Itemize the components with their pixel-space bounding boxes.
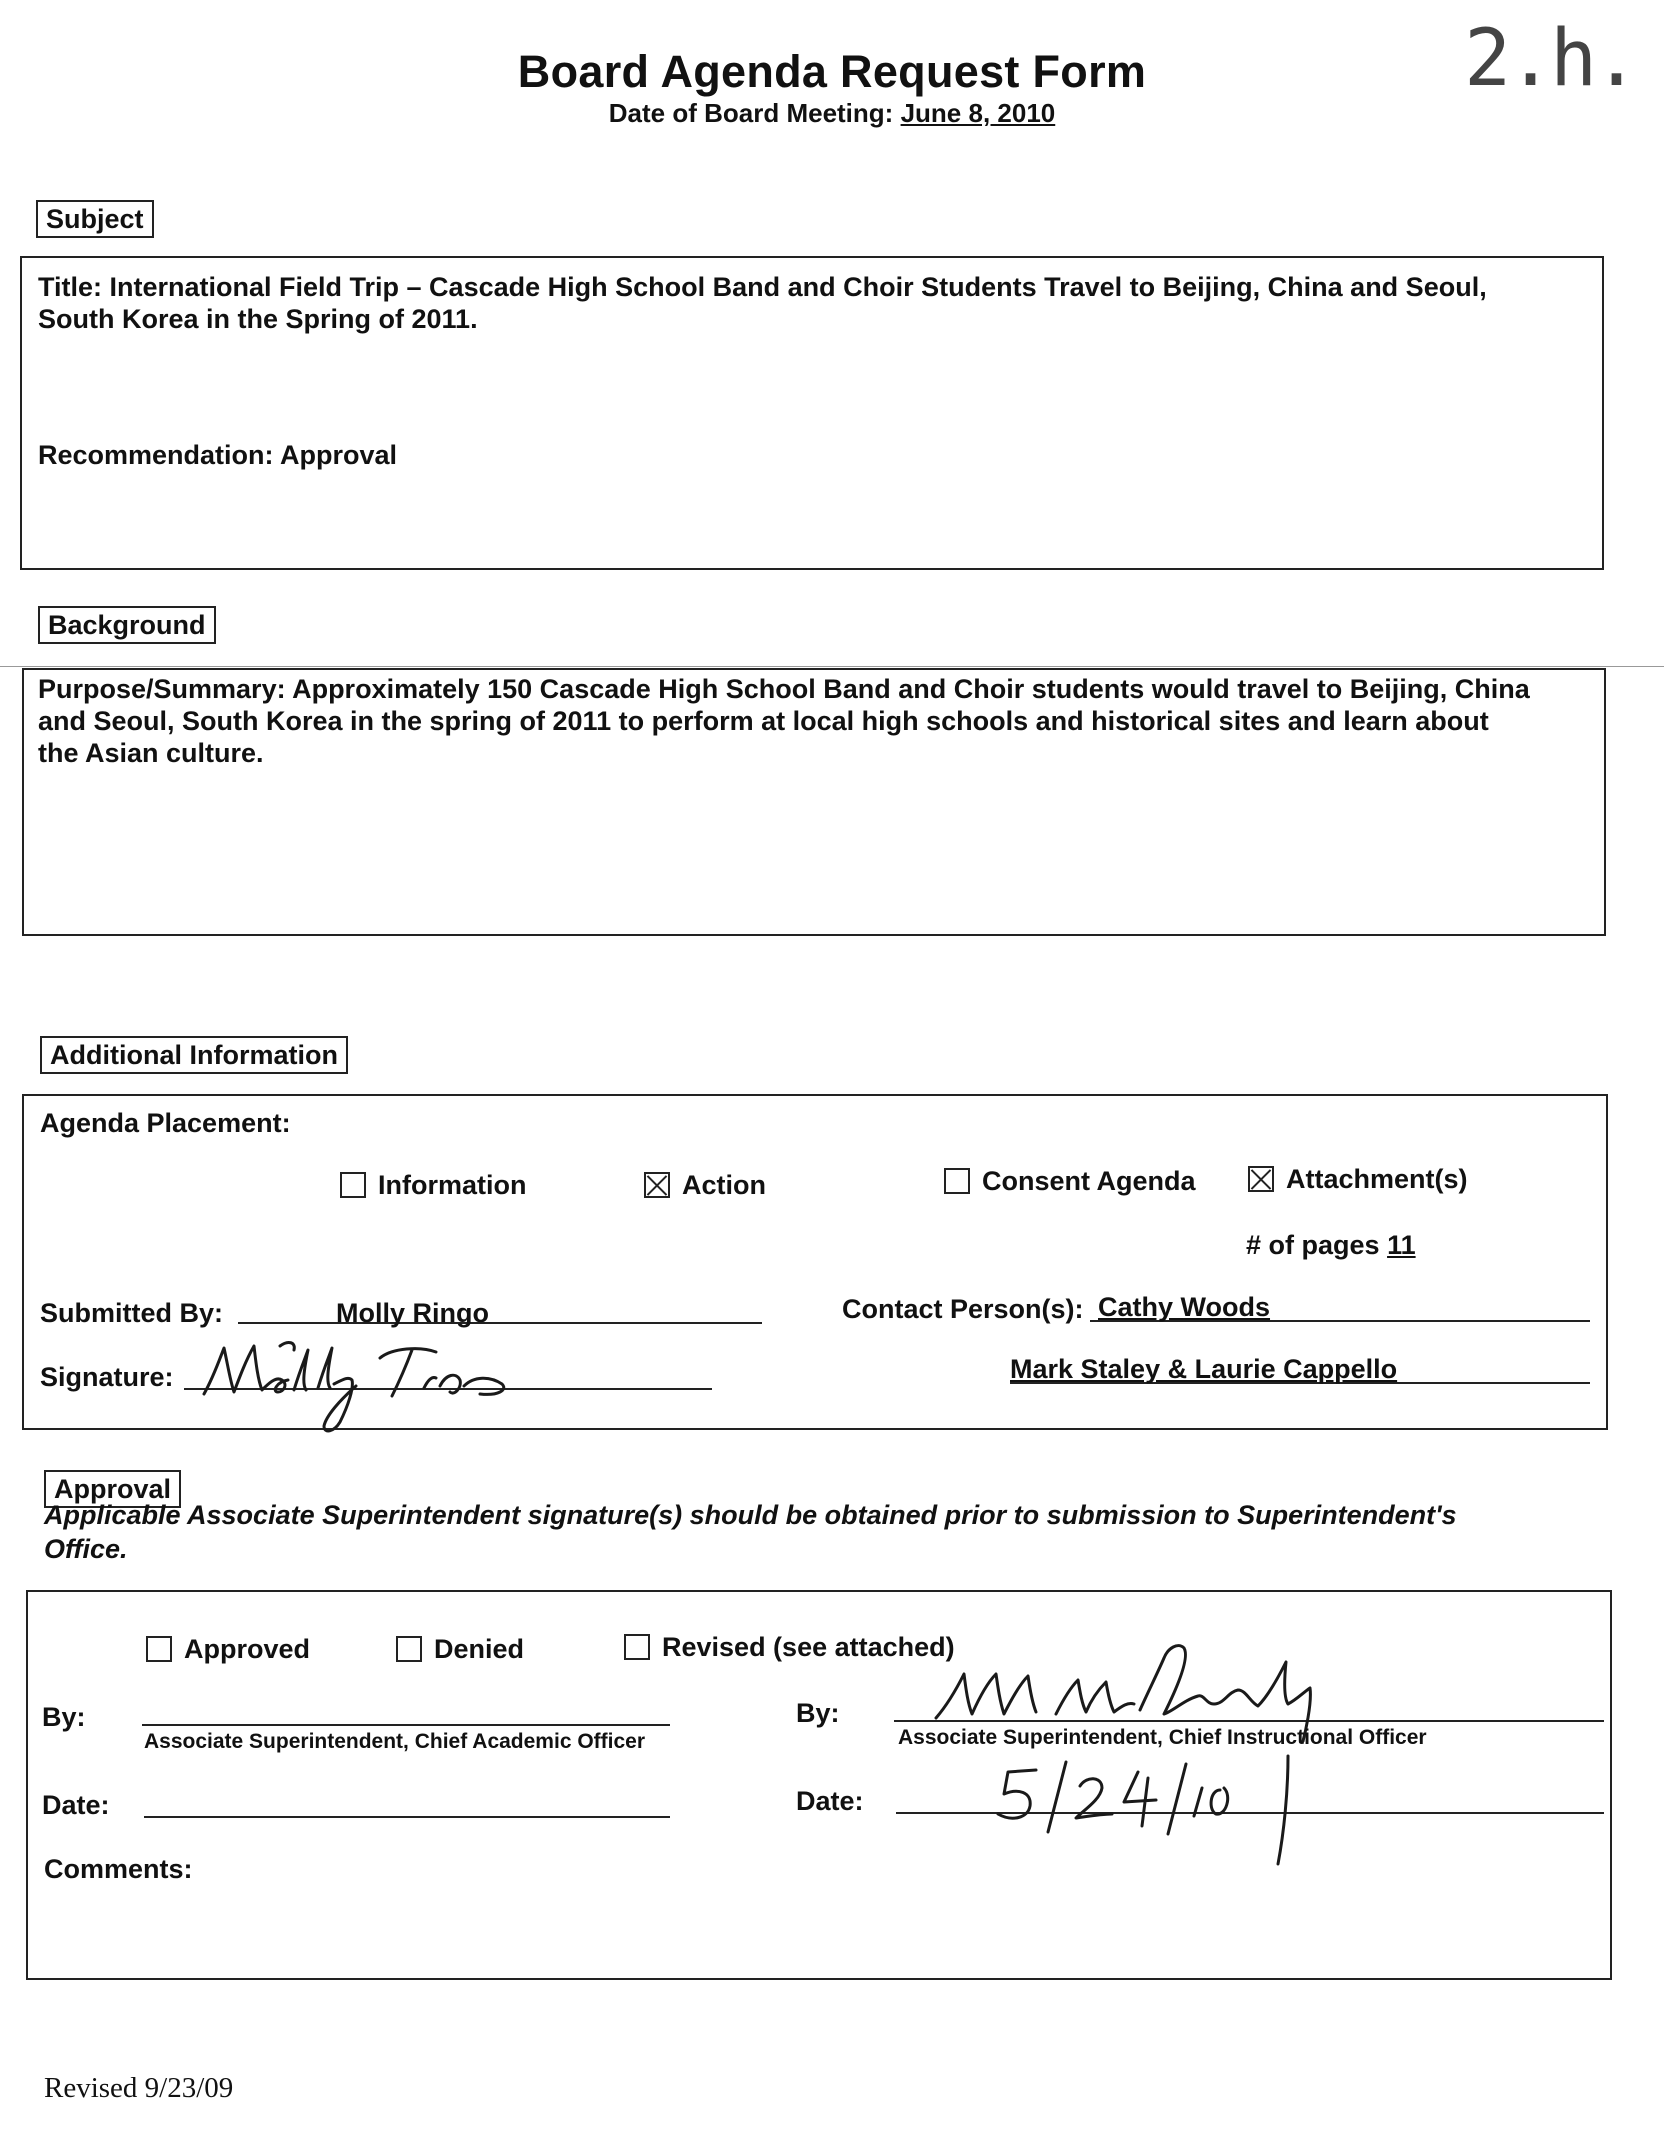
option-revised[interactable] bbox=[624, 1630, 955, 1664]
denied-label: Denied bbox=[434, 1634, 525, 1664]
contact-value-2: Mark Staley & Laurie Cappello bbox=[1010, 1354, 1398, 1384]
action-label: Action bbox=[682, 1170, 766, 1200]
submitter-signature bbox=[184, 1336, 524, 1436]
right-date-handwritten bbox=[988, 1752, 1328, 1872]
revised-date: Revised 9/23/09 bbox=[44, 2072, 234, 2104]
comments-label: Comments: bbox=[44, 1854, 193, 1884]
approval-note-line1: Applicable Associate Superintendent signature(s) should be obtained prior to submission to Superintendent's bbox=[44, 1500, 1457, 1530]
option-action[interactable] bbox=[644, 1168, 766, 1202]
subject-heading: Subject bbox=[36, 200, 154, 238]
pages-count bbox=[1246, 1228, 1416, 1262]
left-by-line bbox=[142, 1724, 670, 1726]
option-information[interactable] bbox=[340, 1168, 527, 1202]
background-line1: Purpose/Summary: Approximately 150 Cascade High School Band and Choir students would travel to Beijing, China bbox=[38, 674, 1530, 704]
contact-value-1: Cathy Woods bbox=[1098, 1292, 1271, 1322]
corner-item-number: 2.h. bbox=[1464, 14, 1636, 104]
approval-note-line2: Office. bbox=[44, 1534, 128, 1564]
attachments-checkbox[interactable] bbox=[1248, 1166, 1274, 1192]
approval-box bbox=[26, 1590, 1612, 1980]
approved-checkbox[interactable] bbox=[146, 1636, 172, 1662]
information-checkbox[interactable] bbox=[340, 1172, 366, 1198]
denied-checkbox[interactable] bbox=[396, 1636, 422, 1662]
meeting-date-label: Date of Board Meeting: bbox=[608, 98, 894, 128]
background-heading: Background bbox=[38, 606, 216, 644]
background-box bbox=[22, 668, 1606, 936]
subject-title-line1: Title: International Field Trip – Cascade High School Band and Choir Students Travel to Beijing, China and Seoul, bbox=[38, 272, 1487, 302]
subject-recommendation: Recommendation: Approval bbox=[38, 440, 398, 470]
right-by-label: By: bbox=[796, 1698, 840, 1728]
left-by-label: By: bbox=[42, 1702, 86, 1732]
background-line3: the Asian culture. bbox=[38, 738, 264, 768]
background-line2: and Seoul, South Korea in the spring of 2011 to perform at local high schools and historical sites and learn about bbox=[38, 706, 1489, 736]
pages-value: 11 bbox=[1387, 1230, 1416, 1260]
approval-heading: Approval bbox=[44, 1470, 181, 1508]
additional-info-box bbox=[22, 1094, 1608, 1430]
action-checkbox[interactable] bbox=[644, 1172, 670, 1198]
option-approved[interactable] bbox=[146, 1632, 310, 1666]
subject-title-line2: South Korea in the Spring of 2011. bbox=[38, 304, 478, 334]
left-role-caption: Associate Superintendent, Chief Academic Officer bbox=[144, 1730, 646, 1753]
option-consent-agenda[interactable] bbox=[944, 1164, 1196, 1198]
additional-info-heading: Additional Information bbox=[40, 1036, 348, 1074]
subject-box bbox=[20, 256, 1604, 570]
pages-label: # of pages bbox=[1246, 1230, 1380, 1260]
revised-checkbox[interactable] bbox=[624, 1634, 650, 1660]
information-label: Information bbox=[378, 1170, 527, 1200]
submitted-by-line bbox=[238, 1322, 762, 1324]
attachments-label: Attachment(s) bbox=[1286, 1164, 1468, 1194]
left-date-line bbox=[144, 1816, 670, 1818]
right-date-label: Date: bbox=[796, 1786, 864, 1816]
option-denied[interactable] bbox=[396, 1632, 524, 1666]
revised-label: Revised (see attached) bbox=[662, 1632, 955, 1662]
option-attachments[interactable] bbox=[1248, 1162, 1468, 1196]
consent-agenda-checkbox[interactable] bbox=[944, 1168, 970, 1194]
meeting-date-line bbox=[0, 98, 1664, 129]
submitted-by-value: Molly Ringo bbox=[336, 1298, 489, 1328]
left-date-label: Date: bbox=[42, 1790, 110, 1820]
contact-label: Contact Person(s): bbox=[842, 1294, 1084, 1324]
approved-label: Approved bbox=[184, 1634, 311, 1664]
agenda-placement-label: Agenda Placement: bbox=[40, 1108, 291, 1138]
consent-agenda-label: Consent Agenda bbox=[982, 1166, 1196, 1196]
right-date-value bbox=[1008, 1768, 1011, 1769]
scan-line bbox=[0, 666, 1664, 667]
form-title: Board Agenda Request Form bbox=[517, 46, 1147, 97]
signature-label: Signature: bbox=[40, 1362, 174, 1392]
meeting-date-value: June 8, 2010 bbox=[900, 98, 1056, 128]
submitted-by-label: Submitted By: bbox=[40, 1298, 224, 1328]
right-role-caption: Associate Superintendent, Chief Instructional Officer bbox=[898, 1726, 1427, 1749]
